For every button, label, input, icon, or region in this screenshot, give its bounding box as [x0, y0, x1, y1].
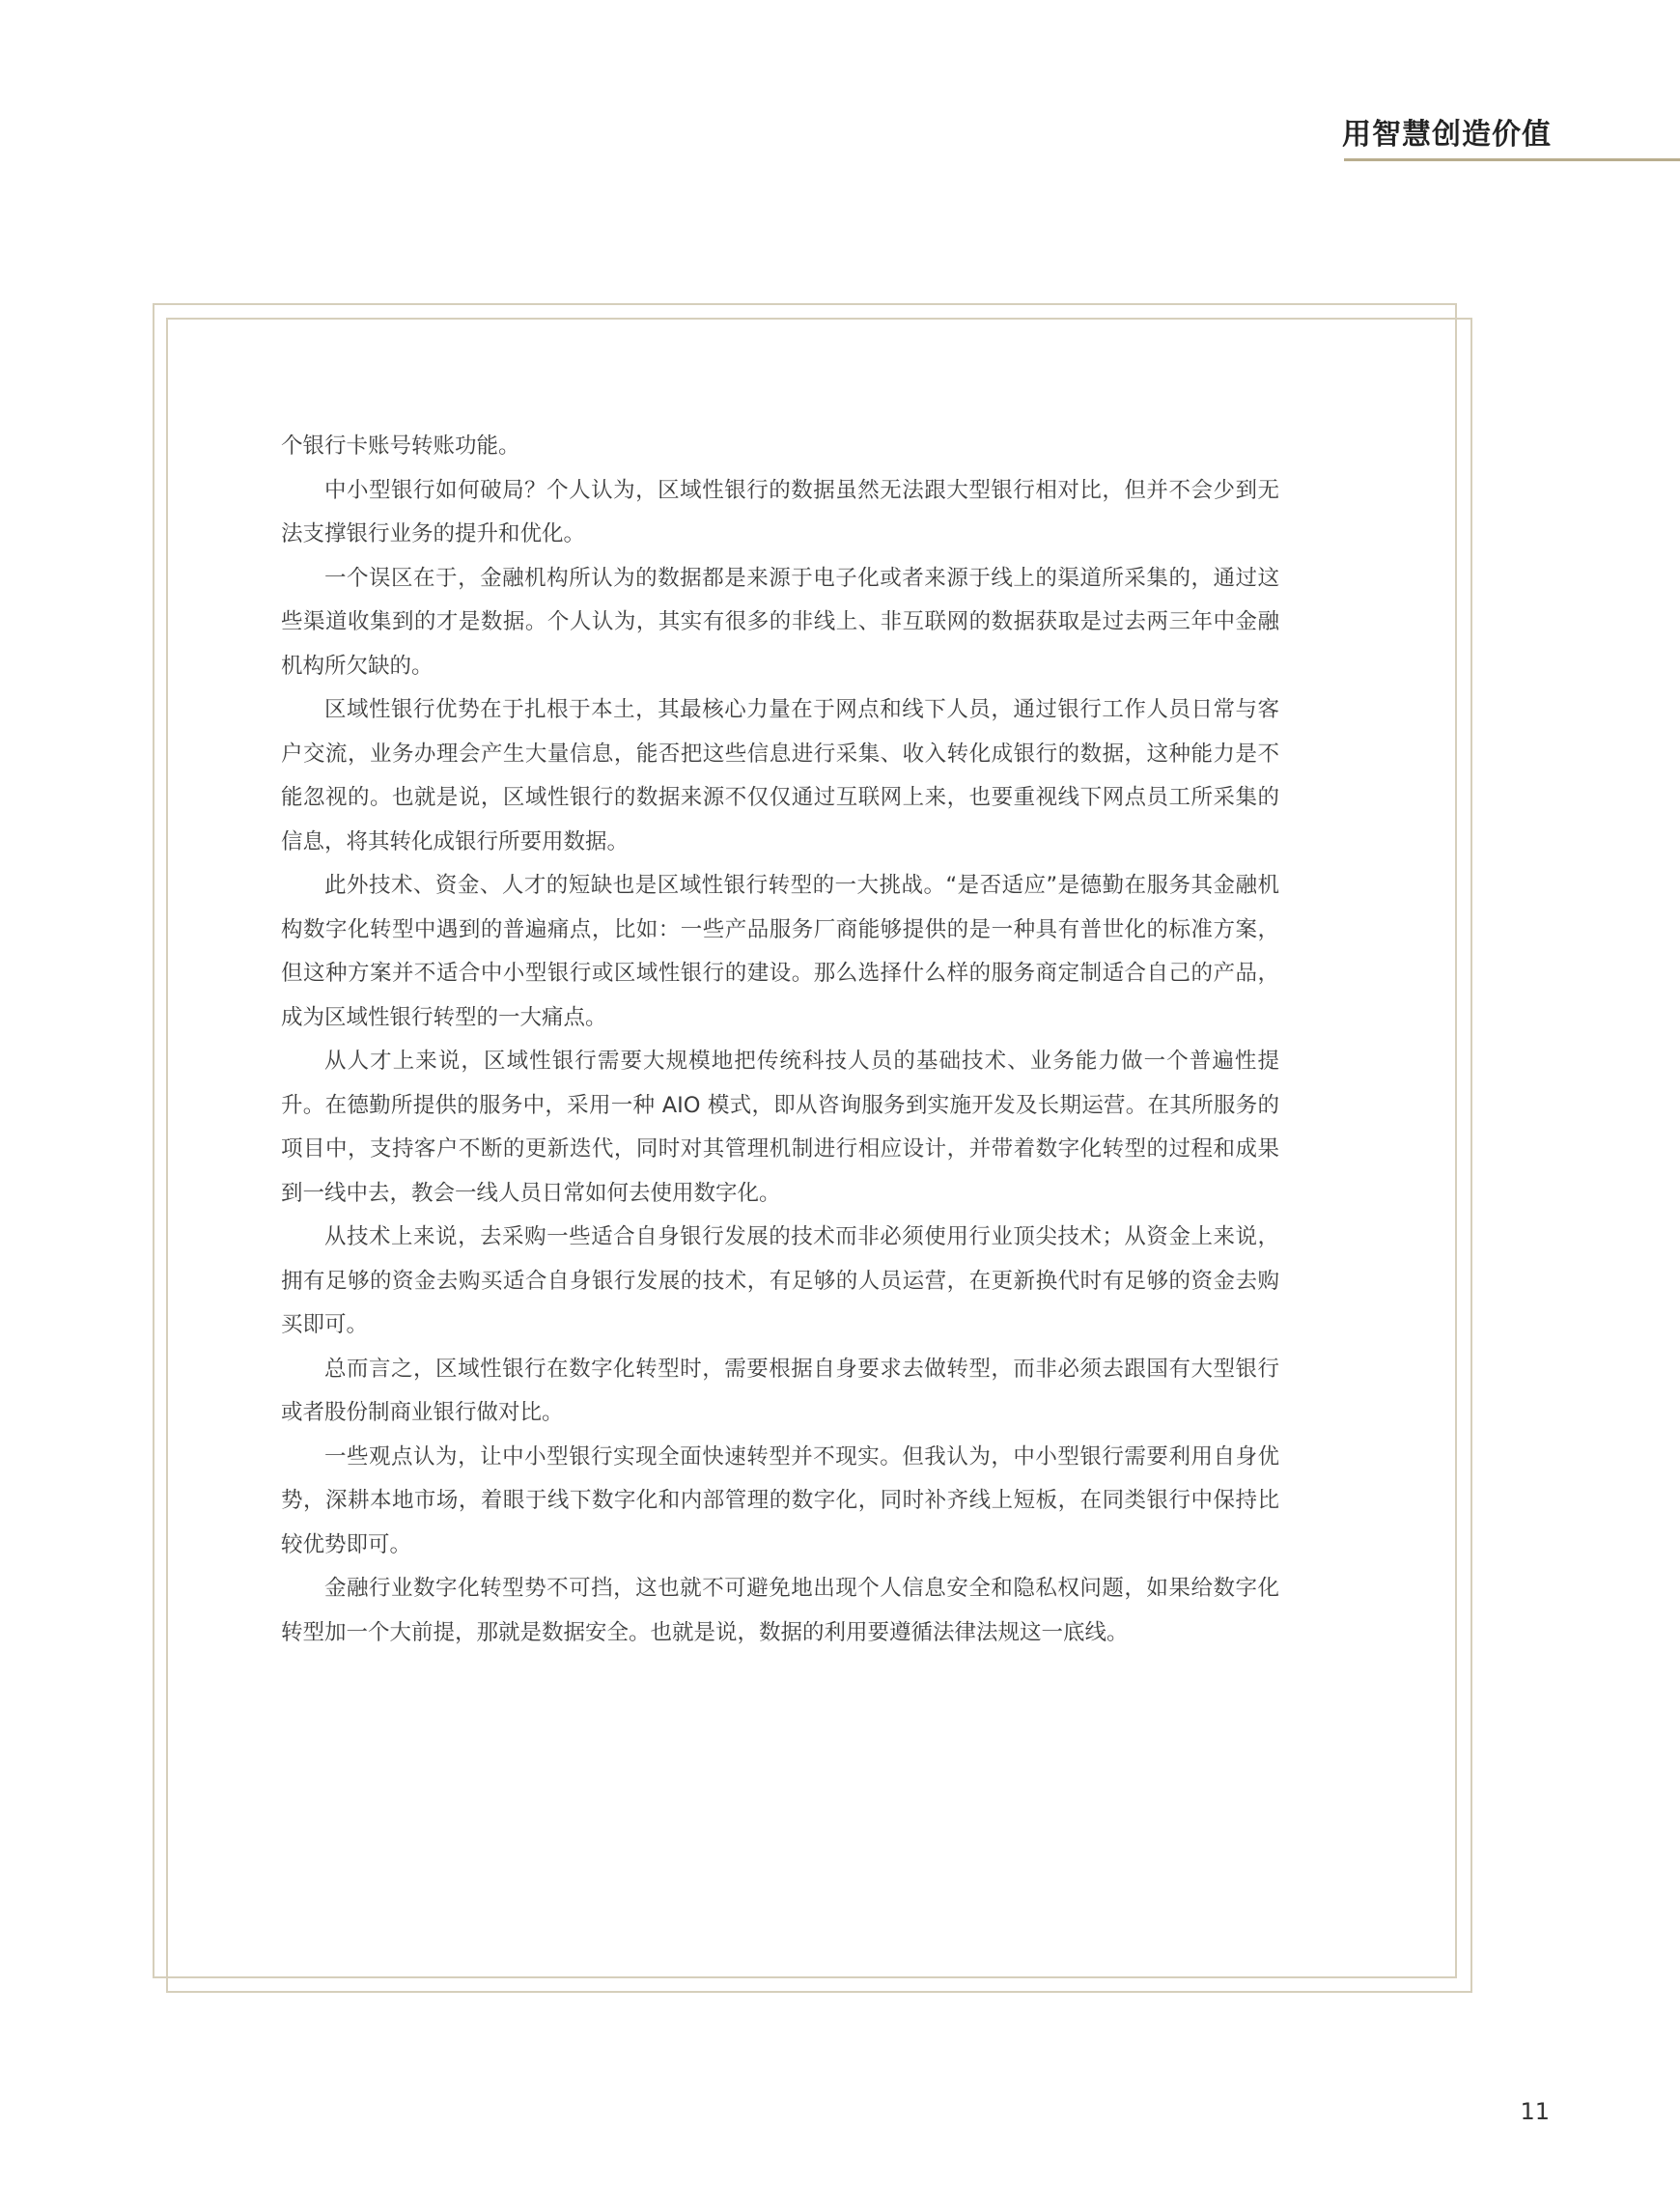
article-body	[281, 425, 1279, 1655]
article-paragraph: 一些观点认为，让中小型银行实现全面快速转型并不现实。但我认为，中小型银行需要利用自身优势，深耕本地市场，着眼于线下数字化和内部管理的数字化，同时补齐线上短板，在同类银行中保持比较优势即可。	[281, 1443, 1279, 1557]
article-paragraph: 区域性银行优势在于扎根于本土，其最核心力量在于网点和线下人员，通过银行工作人员日常与客户交流，业务办理会产生大量信息，能否把这些信息进行采集、收入转化成银行的数据，这种能力是不能忽视的。也就是说，区域性银行的数据来源不仅仅通过互联网上来，也要重视线下网点员工所采集的信息，将其转化成银行所要用数据。	[281, 697, 1279, 854]
article-paragraph: 个银行卡账号转账功能。	[281, 434, 520, 459]
article-paragraph: 从人才上来说，区域性银行需要大规模地把传统科技人员的基础技术、业务能力做一个普遍性提升。在德勤所提供的服务中，采用一种 AIO 模式，即从咨询服务到实施开发及长期运营。在其所服务的项目中，支持客户不断的更新迭代，同时对其管理机制进行相应设计，并带着数字化转型的过程和成果到一线中去，教会一线人员日常如何去使用数字化。	[281, 1049, 1279, 1206]
article-paragraph: 此外技术、资金、人才的短缺也是区域性银行转型的一大挑战。“是否适应”是德勤在服务其金融机构数字化转型中遇到的普遍痛点，比如：一些产品服务厂商能够提供的是一种具有普世化的标准方案，但这种方案并不适合中小型银行或区域性银行的建设。那么选择什么样的服务商定制适合自己的产品，成为区域性银行转型的一大痛点。	[281, 873, 1279, 1030]
article-paragraph: 从技术上来说，去采购一些适合自身银行发展的技术而非必须使用行业顶尖技术；从资金上来说，拥有足够的资金去购买适合自身银行发展的技术，有足够的人员运营，在更新换代时有足够的资金去购买即可。	[281, 1224, 1279, 1337]
article-paragraph: 总而言之，区域性银行在数字化转型时，需要根据自身要求去做转型，而非必须去跟国有大型银行或者股份制商业银行做对比。	[281, 1356, 1279, 1425]
article-paragraph: 金融行业数字化转型势不可挡，这也就不可避免地出现个人信息安全和隐私权问题，如果给数字化转型加一个大前提，那就是数据安全。也就是说，数据的利用要遵循法律法规这一底线。	[281, 1576, 1279, 1645]
page-header-title: 用智慧创造价值	[1342, 118, 1552, 152]
page-number: 11	[1520, 2098, 1550, 2125]
article-paragraph: 中小型银行如何破局？个人认为，区域性银行的数据虽然无法跟大型银行相对比，但并不会少到无法支撑银行业务的提升和优化。	[281, 477, 1279, 546]
header-divider	[1344, 158, 1680, 161]
article-paragraph: 一个误区在于，金融机构所认为的数据都是来源于电子化或者来源于线上的渠道所采集的，通过这些渠道收集到的才是数据。个人认为，其实有很多的非线上、非互联网的数据获取是过去两三年中金融机构所欠缺的。	[281, 565, 1279, 679]
